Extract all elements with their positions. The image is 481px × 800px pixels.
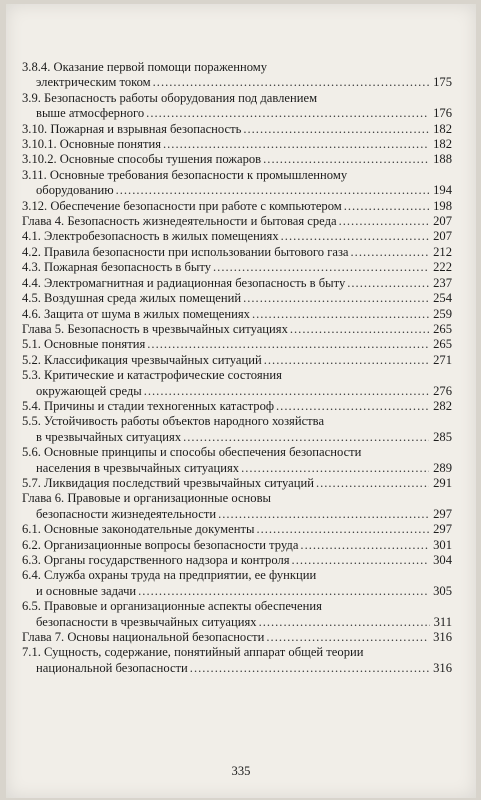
toc-entry-page: 182 — [433, 121, 452, 136]
toc-entry-line — [22, 168, 452, 183]
toc-entry — [22, 337, 452, 352]
toc-entry-line — [22, 260, 452, 275]
toc-leader-dots — [138, 584, 429, 599]
toc-entry-line — [22, 507, 452, 522]
toc-entry-line — [22, 137, 452, 152]
toc-leader-dots — [259, 615, 430, 630]
toc-entry-title: 4.4. Электромагнитная и радиационная безопасность в быту — [22, 275, 346, 290]
toc-entry-page: 222 — [433, 260, 452, 275]
toc-entry-line — [22, 399, 452, 414]
toc-entry — [22, 291, 452, 306]
toc-entry-page: 237 — [433, 275, 452, 290]
toc-entry — [22, 152, 452, 167]
toc-entry — [22, 91, 452, 122]
toc-entry-line — [22, 661, 452, 676]
toc-entry-page: 297 — [433, 506, 452, 521]
toc-entry-line — [22, 291, 452, 306]
toc-leader-dots — [213, 260, 429, 275]
toc-entry — [22, 199, 452, 214]
toc-leader-dots — [190, 661, 429, 676]
toc-entry — [22, 60, 452, 91]
toc-leader-dots — [339, 214, 430, 229]
toc-entry-page: 259 — [433, 306, 452, 321]
toc-entry-line — [22, 414, 452, 429]
toc-entry — [22, 538, 452, 553]
toc-entry — [22, 522, 452, 537]
toc-entry-page: 282 — [433, 398, 452, 413]
toc-entry-line — [22, 75, 452, 90]
toc-entry-title: 3.11. Основные требования безопасности к промышленному — [22, 167, 348, 182]
toc-entry — [22, 476, 452, 491]
toc-entry-title: безопасности в чрезвычайных ситуациях — [36, 614, 257, 629]
toc-entry-title: электрическим током — [36, 75, 151, 90]
toc-entry-title: оборудованию — [36, 183, 114, 198]
toc-entry-title: 5.6. Основные принципы и способы обеспечения безопасности — [22, 445, 362, 460]
toc-entry-title: и основные задачи — [36, 583, 137, 598]
toc-leader-dots — [218, 507, 429, 522]
toc-entry-title: 4.3. Пожарная безопасность в быту — [22, 260, 212, 275]
toc-entry — [22, 260, 452, 275]
toc-entry-page: 265 — [433, 321, 452, 336]
toc-entry-title: 4.6. Защита от шума в жилых помещениях — [22, 306, 250, 321]
toc-leader-dots — [163, 137, 429, 152]
toc-entry — [22, 491, 452, 522]
toc-leader-dots — [147, 337, 429, 352]
toc-leader-dots — [243, 291, 429, 306]
toc-entry-title: 5.2. Классификация чрезвычайных ситуаций — [22, 352, 262, 367]
toc-entry-line — [22, 337, 452, 352]
toc-entry-page: 271 — [433, 352, 452, 367]
toc-leader-dots — [276, 399, 429, 414]
toc-entry-title: Глава 7. Основы национальной безопасности — [22, 630, 265, 645]
toc-entry-title: 5.7. Ликвидация последствий чрезвычайных ситуаций — [22, 475, 314, 490]
toc-entry-page: 311 — [433, 614, 452, 629]
toc-entry-line — [22, 91, 452, 106]
toc-entry-line — [22, 60, 452, 75]
toc-leader-dots — [144, 384, 429, 399]
toc-entry-page: 207 — [433, 214, 452, 229]
toc-entry-title: Глава 6. Правовые и организационные основы — [22, 491, 271, 506]
toc-entry-page: 254 — [433, 291, 452, 306]
toc-entry-page: 304 — [433, 553, 452, 567]
toc-entry — [22, 322, 452, 337]
toc-entry-line — [22, 445, 452, 460]
toc-leader-dots — [252, 307, 429, 322]
toc-entry — [22, 568, 452, 599]
table-of-contents — [22, 60, 452, 676]
toc-entry-line — [22, 538, 452, 553]
toc-entry-title: 3.8.4. Оказание первой помощи пораженному — [22, 60, 268, 74]
toc-entry-line — [22, 183, 452, 198]
toc-entry — [22, 307, 452, 322]
toc-entry-title: 3.9. Безопасность работы оборудования под давлением — [22, 90, 318, 105]
toc-entry-page: 276 — [433, 383, 452, 398]
toc-entry-line — [22, 522, 452, 537]
toc-entry-page: 289 — [433, 460, 452, 475]
toc-entry — [22, 599, 452, 630]
toc-leader-dots — [290, 322, 429, 337]
toc-entry — [22, 630, 452, 645]
toc-entry-line — [22, 307, 452, 322]
toc-entry-line — [22, 276, 452, 291]
toc-entry — [22, 214, 452, 229]
toc-entry-title: 6.1. Основные законодательные документы — [22, 522, 255, 537]
toc-leader-dots — [241, 461, 429, 476]
toc-entry-page: 316 — [433, 660, 452, 675]
toc-entry-title: 6.5. Правовые и организационные аспекты обеспечения — [22, 599, 322, 614]
toc-entry-title: 4.1. Электробезопасность в жилых помещениях — [22, 229, 279, 244]
toc-leader-dots — [243, 122, 429, 137]
toc-entry-title: 4.2. Правила безопасности при использовании бытового газа — [22, 244, 349, 259]
toc-entry-line — [22, 461, 452, 476]
toc-leader-dots — [264, 353, 429, 368]
toc-entry-page: 316 — [433, 630, 452, 645]
toc-entry-title: 5.1. Основные понятия — [22, 337, 146, 352]
toc-entry — [22, 414, 452, 445]
toc-entry-line — [22, 322, 452, 337]
toc-entry-page: 291 — [433, 475, 452, 490]
toc-entry-line — [22, 568, 452, 583]
toc-entry-line — [22, 353, 452, 368]
book-page — [6, 4, 476, 798]
toc-entry — [22, 353, 452, 368]
toc-entry-page: 188 — [433, 152, 452, 167]
toc-entry — [22, 645, 452, 676]
toc-entry-line — [22, 214, 452, 229]
toc-entry — [22, 553, 452, 568]
toc-entry — [22, 245, 452, 260]
toc-entry-page: 176 — [433, 106, 452, 121]
toc-entry-title: 5.5. Устойчивость работы объектов народного хозяйства — [22, 414, 325, 429]
toc-entry-title: безопасности жизнедеятельности — [36, 506, 217, 521]
toc-entry — [22, 368, 452, 399]
toc-entry-page: 265 — [433, 337, 452, 352]
toc-entry-line — [22, 384, 452, 399]
toc-leader-dots — [153, 75, 429, 90]
toc-entry-page: 175 — [433, 75, 452, 90]
toc-entry-title: Глава 4. Безопасность жизнедеятельности и бытовая среда — [22, 214, 337, 229]
toc-entry-line — [22, 106, 452, 121]
toc-entry-page: 305 — [433, 583, 452, 598]
toc-entry-title: 3.10.2. Основные способы тушения пожаров — [22, 152, 262, 167]
toc-entry-line — [22, 152, 452, 167]
toc-entry-title: выше атмосферного — [36, 106, 145, 121]
toc-entry-title: населения в чрезвычайных ситуациях — [36, 460, 240, 475]
toc-entry-line — [22, 430, 452, 445]
toc-entry-title: 6.2. Организационные вопросы безопасности труда — [22, 537, 299, 552]
toc-entry-line — [22, 615, 452, 630]
toc-entry-title: 6.4. Служба охраны труда на предприятии, ее функции — [22, 568, 317, 583]
toc-leader-dots — [344, 199, 429, 214]
toc-entry-title: 3.12. Обеспечение безопасности при работе с компьютером — [22, 198, 342, 213]
toc-entry-title: в чрезвычайных ситуациях — [36, 429, 182, 444]
toc-entry-title: 5.4. Причины и стадии техногенных катастроф — [22, 398, 275, 413]
toc-leader-dots — [183, 430, 429, 445]
toc-entry — [22, 276, 452, 291]
toc-entry-line — [22, 368, 452, 383]
toc-entry-page: 207 — [433, 229, 452, 244]
toc-entry-line — [22, 584, 452, 599]
toc-entry — [22, 122, 452, 137]
toc-entry-line — [22, 630, 452, 645]
toc-entry-page: 194 — [433, 183, 452, 198]
toc-entry-page: 297 — [433, 522, 452, 537]
toc-entry-title: 5.3. Критические и катастрофические состояния — [22, 368, 282, 383]
toc-entry-title: 6.3. Органы государственного надзора и контроля — [22, 553, 290, 567]
toc-leader-dots — [351, 245, 430, 260]
toc-entry — [22, 399, 452, 414]
toc-entry-title: 3.10. Пожарная и взрывная безопасность — [22, 121, 242, 136]
toc-leader-dots — [281, 229, 429, 244]
toc-entry-line — [22, 229, 452, 244]
toc-entry — [22, 445, 452, 476]
toc-entry-line — [22, 553, 452, 568]
toc-entry-title: 3.10.1. Основные понятия — [22, 137, 161, 152]
toc-entry-line — [22, 199, 452, 214]
toc-entry — [22, 229, 452, 244]
toc-entry-line — [22, 491, 452, 506]
toc-leader-dots — [300, 538, 429, 553]
toc-leader-dots — [116, 183, 430, 198]
toc-entry-title: окружающей среды — [36, 383, 142, 398]
toc-entry-page: 301 — [433, 537, 452, 552]
toc-entry — [22, 137, 452, 152]
toc-leader-dots — [263, 152, 429, 167]
toc-leader-dots — [146, 106, 429, 121]
toc-entry-title: национальной безопасности — [36, 660, 188, 675]
toc-entry-line — [22, 122, 452, 137]
toc-entry-line — [22, 645, 452, 660]
toc-entry-line — [22, 599, 452, 614]
toc-entry-page: 285 — [433, 429, 452, 444]
toc-entry-page: 212 — [433, 244, 452, 259]
toc-leader-dots — [266, 630, 429, 645]
toc-entry-title: 7.1. Сущность, содержание, понятийный аппарат общей теории — [22, 645, 364, 660]
toc-entry-page: 182 — [433, 137, 452, 152]
toc-entry-line — [22, 245, 452, 260]
toc-entry — [22, 168, 452, 199]
toc-entry-title: Глава 5. Безопасность в чрезвычайных ситуациях — [22, 321, 288, 336]
toc-entry-line — [22, 476, 452, 491]
toc-leader-dots — [292, 553, 430, 568]
toc-leader-dots — [316, 476, 429, 491]
toc-leader-dots — [256, 522, 429, 537]
toc-leader-dots — [347, 276, 429, 291]
page-number: 335 — [231, 764, 251, 778]
toc-entry-page: 198 — [433, 198, 452, 213]
toc-entry-title: 4.5. Воздушная среда жилых помещений — [22, 291, 242, 306]
